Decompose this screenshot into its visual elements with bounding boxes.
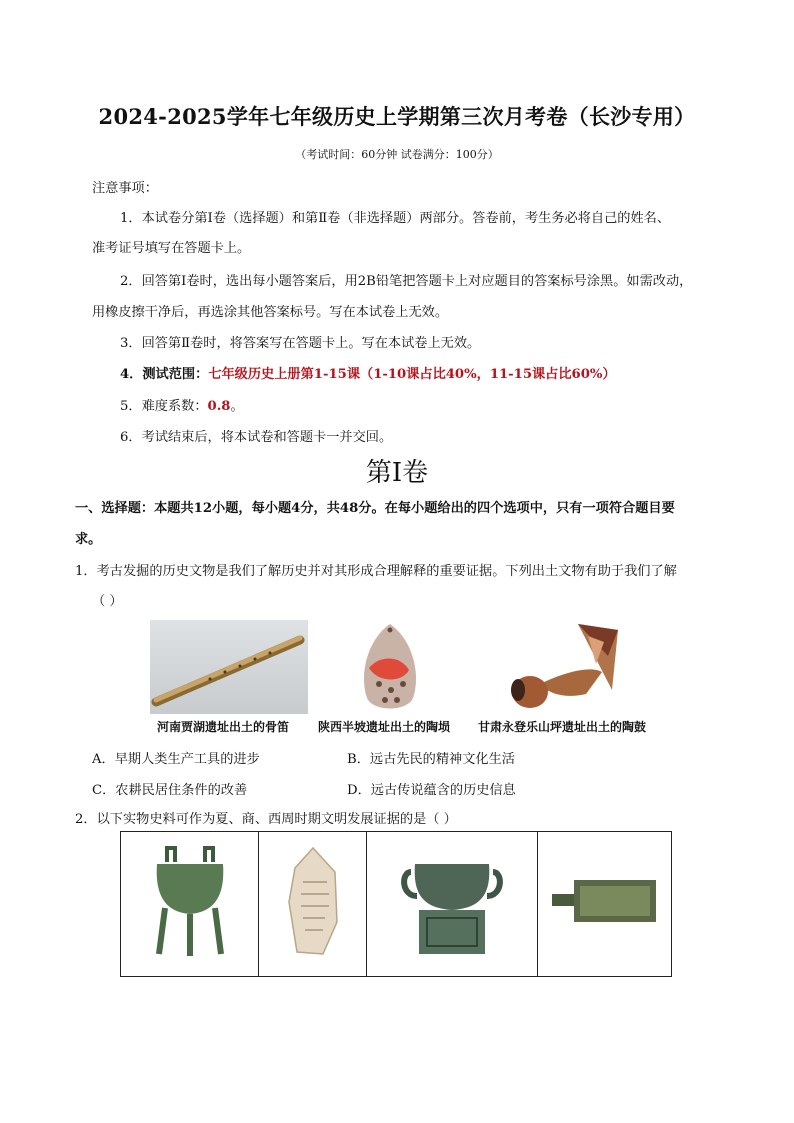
caption-pottery-xun: 陕西半坡遗址出土的陶埙 bbox=[318, 720, 451, 734]
scope-value: 七年级历史上册第1-15课（1-10课占比40%，11-15课占比60%） bbox=[208, 367, 616, 382]
oracle-bone-image bbox=[283, 842, 343, 962]
bone-flute-image bbox=[150, 620, 308, 714]
notice-item-3: 3．回答第Ⅱ卷时，将答案写在答题卡上。写在本试卷上无效。 bbox=[120, 336, 481, 351]
volume-heading: 第Ⅰ卷 bbox=[365, 458, 429, 488]
bronze-gui-image bbox=[397, 842, 507, 962]
notice-item-2b: 用橡皮擦干净后，再选涂其他答案标号。写在本试卷上无效。 bbox=[92, 305, 449, 320]
q2-stem: 2．以下实物史料可作为夏、商、西周时期文明发展证据的是（ ） bbox=[75, 812, 457, 827]
pottery-drum-image bbox=[500, 620, 640, 714]
artifact-cell-gui bbox=[367, 832, 538, 977]
page-title: 2024-2025学年七年级历史上学期第三次月考卷（长沙专用） bbox=[98, 104, 696, 129]
q1-stem: 1．考古发掘的历史文物是我们了解历史并对其形成合理解释的重要证据。下列出土文物有助于我们了解 bbox=[75, 564, 677, 579]
notice-item-6: 6．考试结束后，将本试卷和答题卡一并交回。 bbox=[120, 430, 393, 445]
section-heading-2: 求。 bbox=[75, 532, 102, 547]
artifact-cell-ding bbox=[121, 832, 259, 977]
pottery-xun-image bbox=[355, 620, 425, 714]
difficulty-end: 。 bbox=[230, 399, 244, 414]
exam-info: （考试时间：60分钟 试卷满分：100分） bbox=[295, 148, 499, 161]
notice-item-5 bbox=[120, 395, 244, 414]
artifact-cell-oracle-bone bbox=[259, 832, 367, 977]
section-heading-1: 一、选择题：本题共12小题，每小题4分，共48分。在每小题给出的四个选项中，只有一项符合题目要 bbox=[75, 501, 675, 516]
bronze-ding-image bbox=[145, 842, 235, 962]
q2-artifact-table bbox=[120, 831, 672, 977]
difficulty-value: 0.8 bbox=[207, 399, 231, 414]
q1-option-b[interactable]: B．远古先民的精神文化生活 bbox=[347, 752, 515, 767]
caption-bone-flute: 河南贾湖遗址出土的骨笛 bbox=[157, 720, 290, 734]
q1-option-c[interactable]: C．农耕民居住条件的改善 bbox=[92, 783, 248, 798]
caption-pottery-drum: 甘肃永登乐山坪遗址出土的陶鼓 bbox=[478, 720, 647, 734]
q1-option-d[interactable]: D．远古传说蕴含的历史信息 bbox=[347, 783, 516, 798]
notice-item-1b: 准考证号填写在答题卡上。 bbox=[92, 241, 251, 256]
notice-item-4 bbox=[120, 363, 616, 382]
artifact-cell-tray bbox=[538, 832, 672, 977]
notice-item-1a: 1．本试卷分第Ⅰ卷（选择题）和第Ⅱ卷（非选择题）两部分。答卷前，考生务必将自己的姓名、 bbox=[120, 211, 671, 226]
notice-item-2a: 2．回答第Ⅰ卷时，选出每小题答案后，用2B铅笔把答题卡上对应题目的答案标号涂黑。如需改动， bbox=[120, 274, 693, 289]
q1-paren: （ ） bbox=[92, 594, 123, 609]
notice-heading: 注意事项： bbox=[92, 181, 158, 196]
q1-option-a[interactable]: A．早期人类生产工具的进步 bbox=[92, 752, 260, 767]
difficulty-label: 5．难度系数： bbox=[120, 399, 208, 414]
bronze-tray-image bbox=[550, 872, 660, 932]
scope-label: 4．测试范围： bbox=[120, 367, 209, 382]
